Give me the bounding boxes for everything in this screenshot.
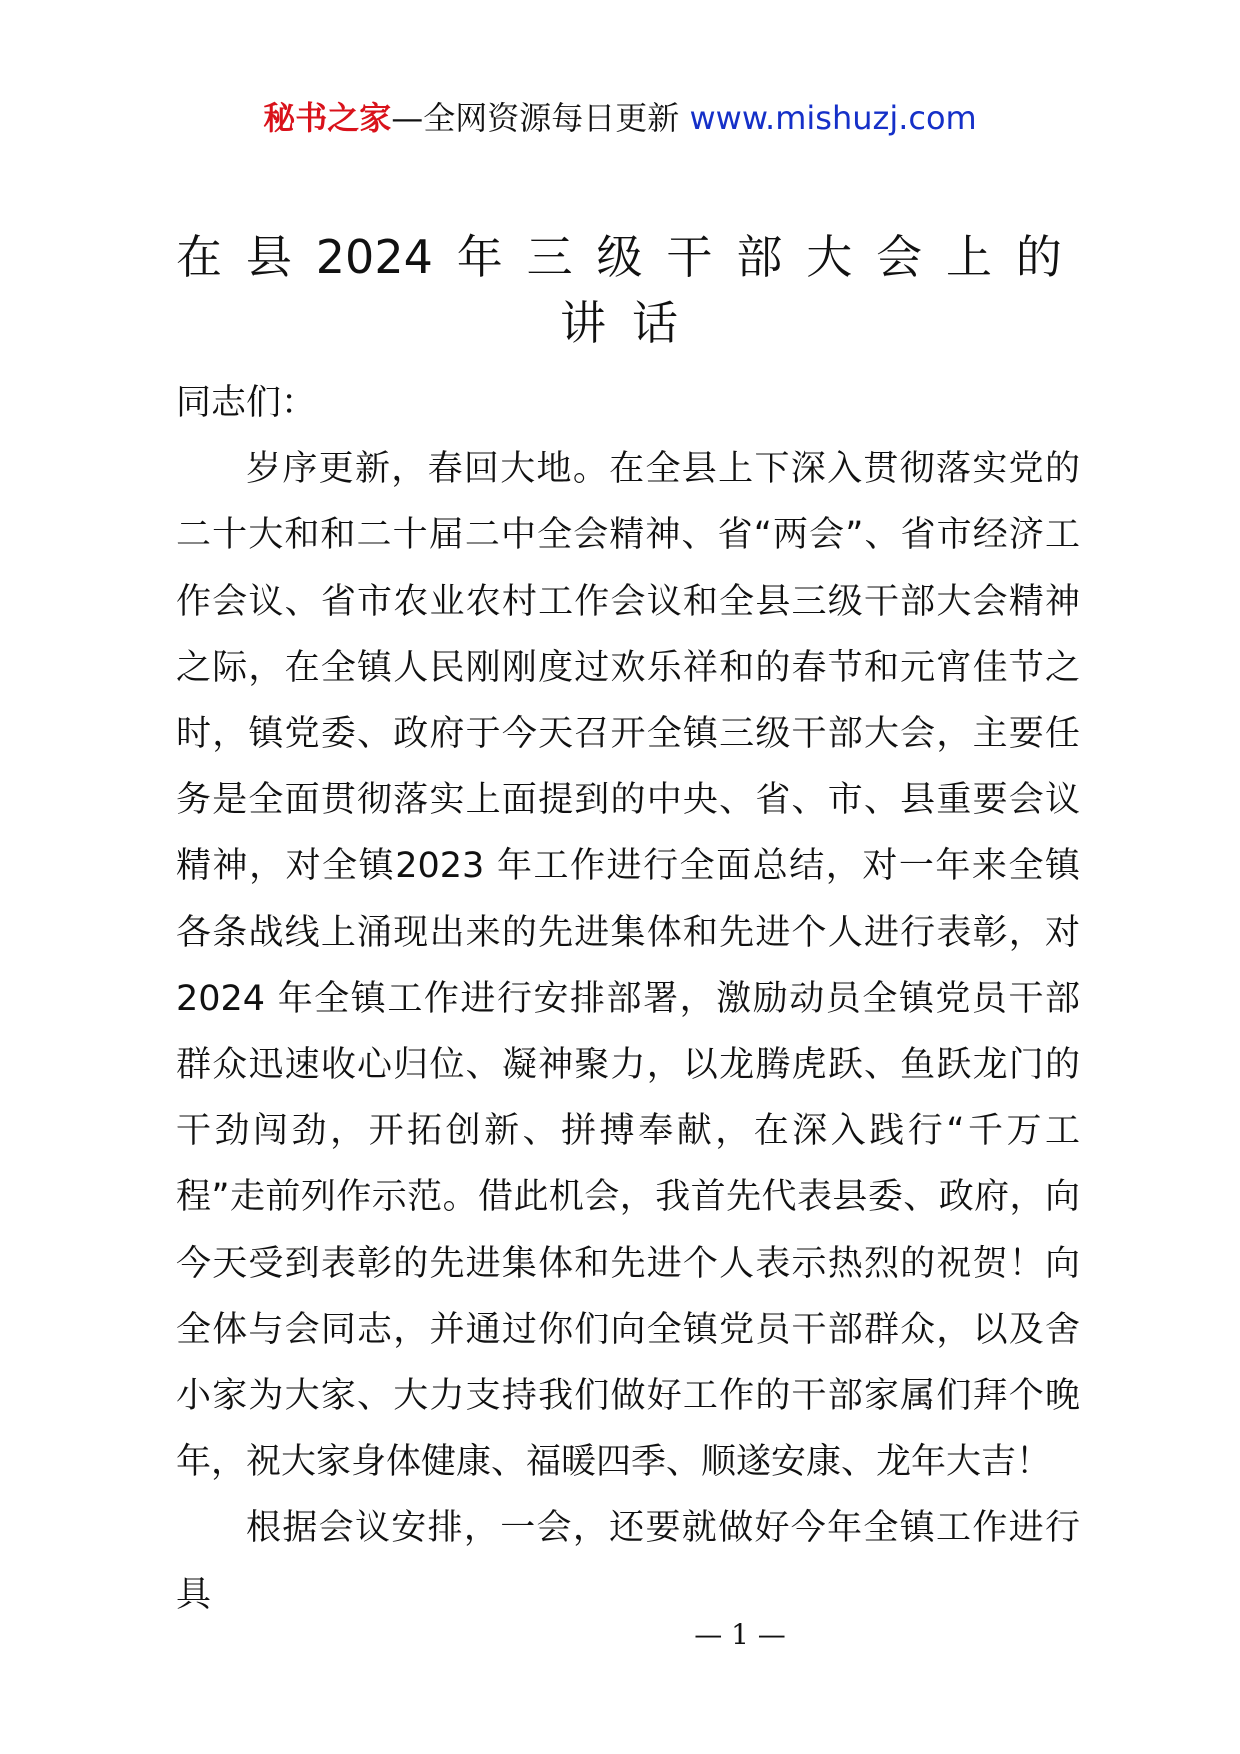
body-paragraph: 根据会议安排，一会，还要就做好今年全镇工作进行具: [176, 1508, 1080, 1615]
title-char: 的: [1015, 230, 1062, 284]
title-char: 级: [596, 230, 643, 284]
site-brand: 秘书之家: [263, 99, 392, 137]
title-char: 会: [876, 230, 923, 284]
title-char: 大: [806, 230, 853, 284]
site-header: [0, 98, 1240, 138]
title-char: 部: [736, 230, 783, 284]
document-body: [176, 370, 1080, 1628]
title-line-2: 讲话: [560, 296, 704, 350]
title-line-1: [176, 224, 1062, 290]
salutation: 同志们：: [176, 383, 317, 423]
title-char: 2024: [315, 230, 433, 284]
title-char: 县: [245, 230, 292, 284]
title-char: 年: [456, 230, 503, 284]
title-char: 在: [176, 230, 222, 284]
title-char: 上: [945, 230, 992, 284]
page-number: — 1 —: [694, 1618, 786, 1651]
title-char: 干: [666, 230, 713, 284]
site-tagline: —全网资源每日更新: [391, 99, 690, 137]
site-url[interactable]: www.mishuzj.com: [689, 99, 977, 137]
title-char: 三: [526, 230, 573, 284]
body-paragraph: 岁序更新，春回大地。在全县上下深入贯彻落实党的二十大和和二十届二中全会精神、省“两会”、省市经济工作会议、省市农业农村工作会议和全县三级干部大会精神之际，在全镇人民刚刚度过欢乐祥和的春节和元宵佳节之时，镇党委、政府于今天召开全镇三级干部大会，主要任务是全面贯彻落实上面提到的中央、省、市、县重要会议精神，对全镇2023 年工作进行全面总结，对一年来全镇各条战线上涌现出来的先进集体和先进个人进行表彰，对2024 年全镇工作进行安排部署，激励动员全镇党员干部群众迅速收心归位、凝神聚力，以龙腾虎跃、鱼跃龙门的干劲闯劲，开拓创新、拼搏奉献，在深入践行“千万工程”走前列作示范。借此机会，我首先代表县委、政府，向今天受到表彰的先进集体和先进个人表示热烈的祝贺！向全体与会同志，并通过你们向全镇党员干部群众，以及舍小家为大家、大力支持我们做好工作的干部家属们拜个晚年，祝大家身体健康、福暖四季、顺遂安康、龙年大吉！: [176, 449, 1080, 1483]
document-title: [176, 224, 1062, 356]
